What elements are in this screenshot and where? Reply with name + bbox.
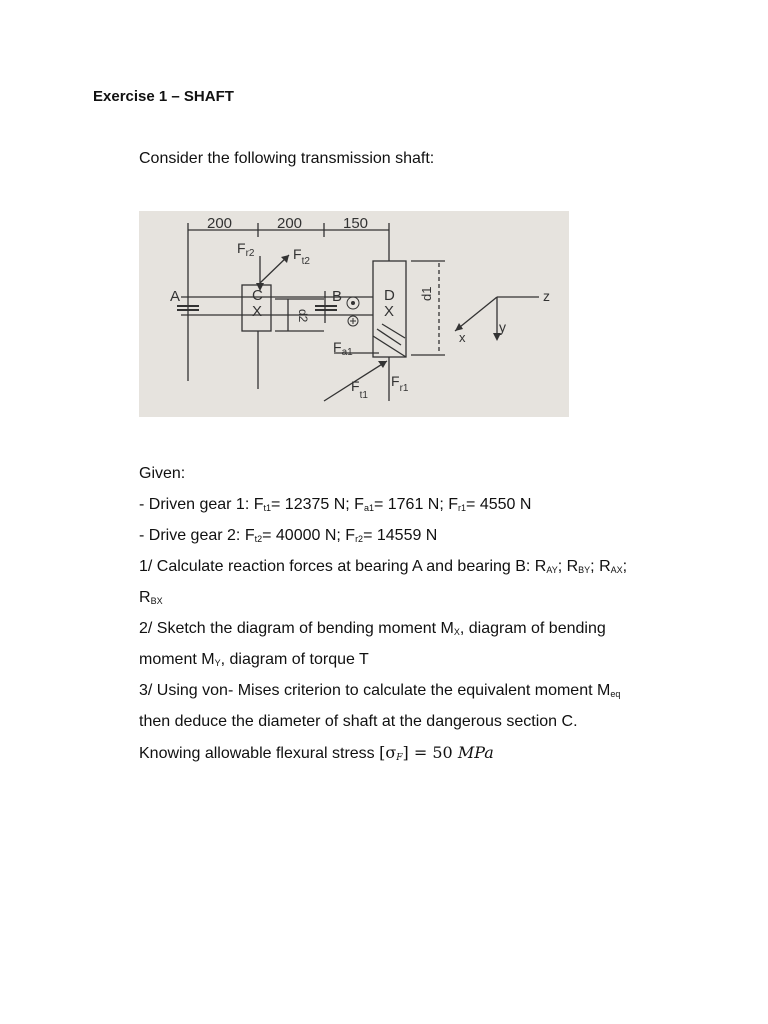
axis-z-label: z — [543, 288, 550, 304]
label-fa1: $F_{a1}$ — [333, 339, 353, 358]
question-1: 1/ Calculate reaction forces at bearing A and bearing B: $R_{AY}$; $R_{BY}$; $R_{AX}$; — [139, 558, 628, 575]
label-b: B — [332, 288, 343, 305]
question-2-line-2: moment $M_Y$, diagram of torque T — [139, 651, 369, 668]
label-c: C — [252, 287, 263, 304]
shaft-figure — [139, 211, 569, 417]
dim-200-a: 200 — [207, 215, 233, 232]
exercise-body — [139, 458, 679, 769]
label-a: A — [170, 288, 181, 305]
label-fr1: $F_{r1}$ — [391, 373, 409, 394]
label-ft2: $F_{t2}$ — [293, 246, 310, 267]
label-d: D — [384, 287, 395, 304]
axis-y-label: y — [499, 319, 506, 335]
allowable-stress-formula: $[\sigma_F] = 50$ MPa — [379, 743, 494, 763]
intro-text: Consider the following transmission shaft: — [139, 150, 435, 167]
dim-200-b: 200 — [277, 215, 303, 232]
axis-x-label: x — [459, 330, 466, 345]
given-gear-1: - Driven gear 1: $F_{t1}= 12375$ N; $F_{a1}= 1761$ N; $F_{r1}= 4550$ N — [139, 496, 532, 513]
label-ft1: $F_{t1}$ — [351, 378, 368, 401]
label-x-d: X — [384, 303, 395, 320]
dim-150: 150 — [343, 215, 369, 232]
question-3-line-2: then deduce the diameter of shaft at the dangerous section C. — [139, 713, 578, 730]
shaft-diagram — [139, 211, 569, 417]
question-3-line-3: Knowing allowable flexural stress $[\sigma_F] = 50$ MPa — [139, 743, 494, 763]
question-3-line-1: 3/ Using von- Mises criterion to calculate the equivalent moment $M_{eq}$ — [139, 682, 621, 699]
given-heading: Given: — [139, 465, 186, 482]
label-d2: d2 — [296, 309, 310, 323]
given-gear-2: - Drive gear 2: $F_{t2}= 40000$ N; $F_{r2}= 14559$ N — [139, 527, 438, 544]
question-2-line-1: 2/ Sketch the diagram of bending moment $M_X$, diagram of bending — [139, 620, 606, 637]
question-1-cont: $R_{BX}$ — [139, 589, 163, 606]
exercise-title: Exercise 1 – SHAFT — [93, 88, 234, 105]
label-x-c: X — [252, 303, 263, 320]
label-d1: d1 — [419, 286, 434, 301]
label-fr2: $F_{r2}$ — [237, 240, 255, 259]
